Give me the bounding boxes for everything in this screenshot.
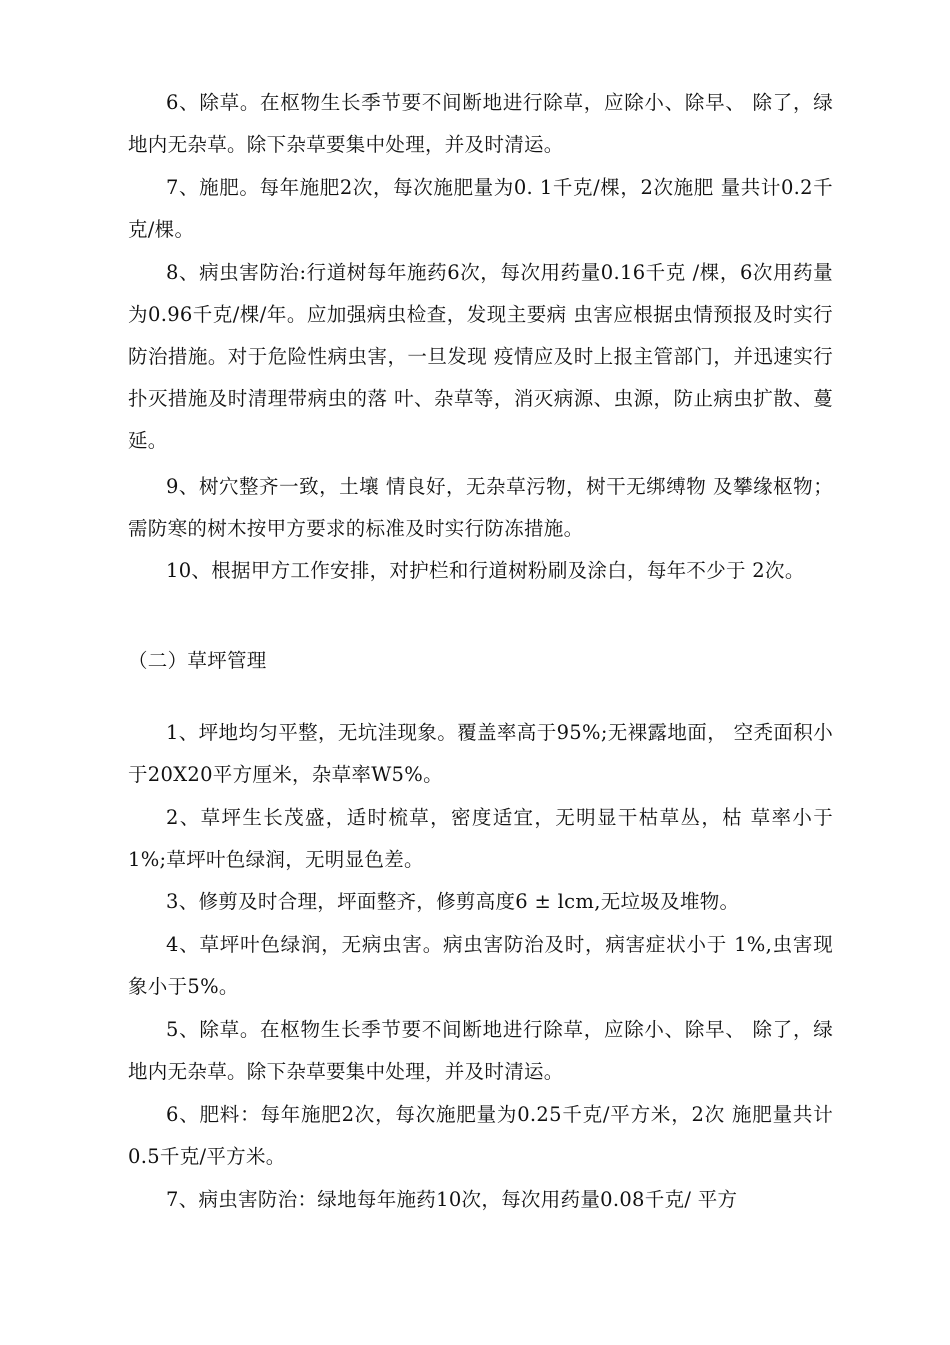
paragraph-pest-control: 8、病虫害防治:行道树每年施药6次，每次用药量0.16千克 /棵，6次用药量为0.96千克/棵/年。应加强病虫检查，发现主要病 虫害应根据虫情预报及时实行防治措施。对于危险性病虫害，一旦发现 疫情应及时上报主管部门，并迅速实行扑灭措施及时清理带病虫的落 叶、杂草等，消灭病源、虫源，防止病虫扩散、蔓延。 [128,261,833,452]
section-heading: （二）草坪管理 [128,649,267,672]
paragraph-lawn-pest-control: 7、病虫害防治：绿地每年施药10次，每次用药量0.08千克/ 平方 [166,1188,738,1211]
paragraph-lawn-evenness: 1、坪地均匀平整，无坑洼现象。覆盖率高于95%;无裸露地面， 空秃面积小于20X20平方厘米，杂草率W5%。 [128,721,833,786]
paragraph-lawn-fertilizer: 6、肥料：每年施肥2次，每次施肥量为0.25千克/平方米，2次 施肥量共计0.5千克/平方米。 [128,1103,833,1168]
paragraph-weeding: 6、除草。在枢物生长季节要不间断地进行除草，应除小、除早、 除了，绿地内无杂草。除下杂草要集中处理，并及时清运。 [128,91,833,156]
paragraph-fertilizing: 7、施肥。每年施肥2次，每次施肥量为0. 1千克/棵，2次施肥 量共计0.2千克/棵。 [128,176,833,241]
paragraph-lawn-mowing: 3、修剪及时合理，坪面整齐，修剪高度6 ± lcm,无垃圾及堆物。 [166,890,740,913]
paragraph-painting: 10、根据甲方工作安排，对护栏和行道树粉刷及涂白，每年不少于 2次。 [166,559,805,582]
paragraph-tree-pits: 9、树穴整齐一致，土壤 情良好，无杂草污物，树干无绑缚物 及攀缘枢物；需防寒的树木按甲方要求的标准及时实行防冻措施。 [128,475,833,540]
paragraph-lawn-weeding: 5、除草。在枢物生长季节要不间断地进行除草，应除小、除早、 除了，绿地内无杂草。除下杂草要集中处理，并及时清运。 [128,1018,833,1083]
paragraph-lawn-pests: 4、草坪叶色绿润，无病虫害。病虫害防治及时，病害症状小于 1%,虫害现象小于5%。 [128,933,833,998]
paragraph-lawn-growth: 2、草坪生长茂盛，适时梳草，密度适宜，无明显干枯草丛，枯 草率小于1%;草坪叶色绿润，无明显色差。 [128,806,833,871]
